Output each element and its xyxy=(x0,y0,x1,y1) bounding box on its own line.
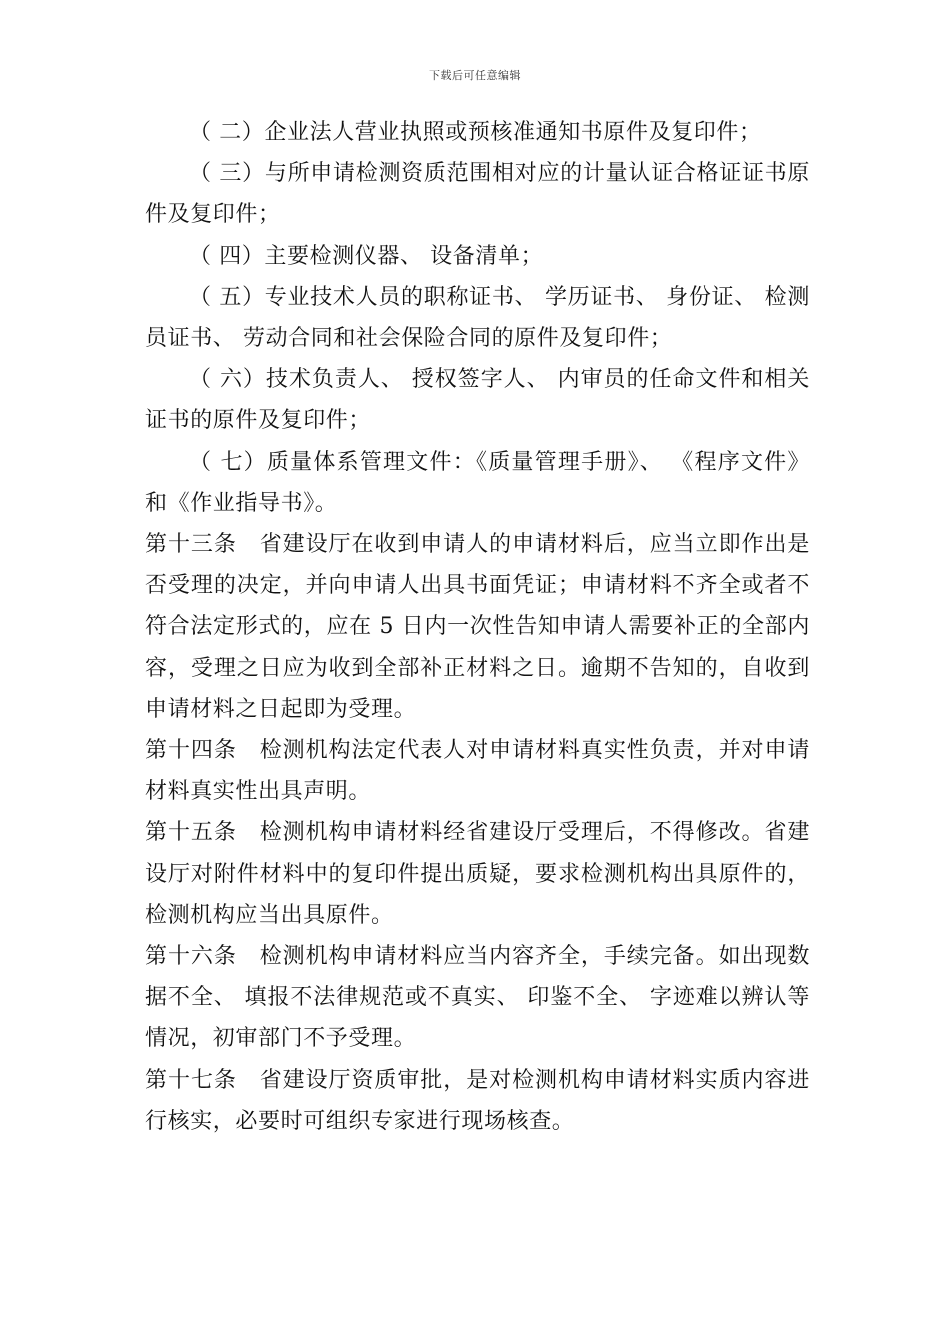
article-16: 第十六条 检测机构申请材料应当内容齐全，手续完备。如出现数据不全、 填报不法律规范或不真实、 印鉴不全、 字迹难以辨认等情况，初审部门不予受理。 xyxy=(145,944,810,1052)
document-body xyxy=(145,112,810,1142)
paragraph: （ 四）主要检测仪器、 设备清单； xyxy=(189,243,544,269)
paragraph: （ 六）技术负责人、 授权签字人、 内审员的任命文件和相关证书的原件及复印件； xyxy=(145,367,810,434)
page-header: 下载后可任意编辑 xyxy=(429,69,521,82)
paragraph: （ 三）与所申请检测资质范围相对应的计量认证合格证证书原件及复印件； xyxy=(145,161,810,228)
article-15: 第十五条 检测机构申请材料经省建设厅受理后，不得修改。省建设厅对附件材料中的复印件提出质疑，要求检测机构出具原件的，检测机构应当出具原件。 xyxy=(145,820,810,928)
paragraph: （ 二）企业法人营业执照或预核准通知书原件及复印件； xyxy=(189,120,762,145)
paragraph: （ 七）质量体系管理文件：《质量管理手册》、 《程序文件》和《作业指导书》。 xyxy=(145,449,810,516)
article-14: 第十四条 检测机构法定代表人对申请材料真实性负责，并对申请材料真实性出具声明。 xyxy=(145,738,810,805)
paragraph: （ 五）专业技术人员的职称证书、 学历证书、 身份证、 检测员证书、 劳动合同和社会保险合同的原件及复印件； xyxy=(145,284,810,352)
article-13: 第十三条 省建设厅在收到申请人的申请材料后，应当立即作出是否受理的决定，并向申请人出具书面凭证；申请材料不齐全或者不符合法定形式的，应在 5 日内一次性告知申请人需要补正的全部内容，受理之日应为收到全部补正材料之日。逾期不告知的，自收到申请材料之日起即为受理。 xyxy=(145,532,810,722)
article-17: 第十七条 省建设厅资质审批，是对检测机构申请材料实质内容进行核实，必要时可组织专家进行现场核查。 xyxy=(145,1067,810,1134)
